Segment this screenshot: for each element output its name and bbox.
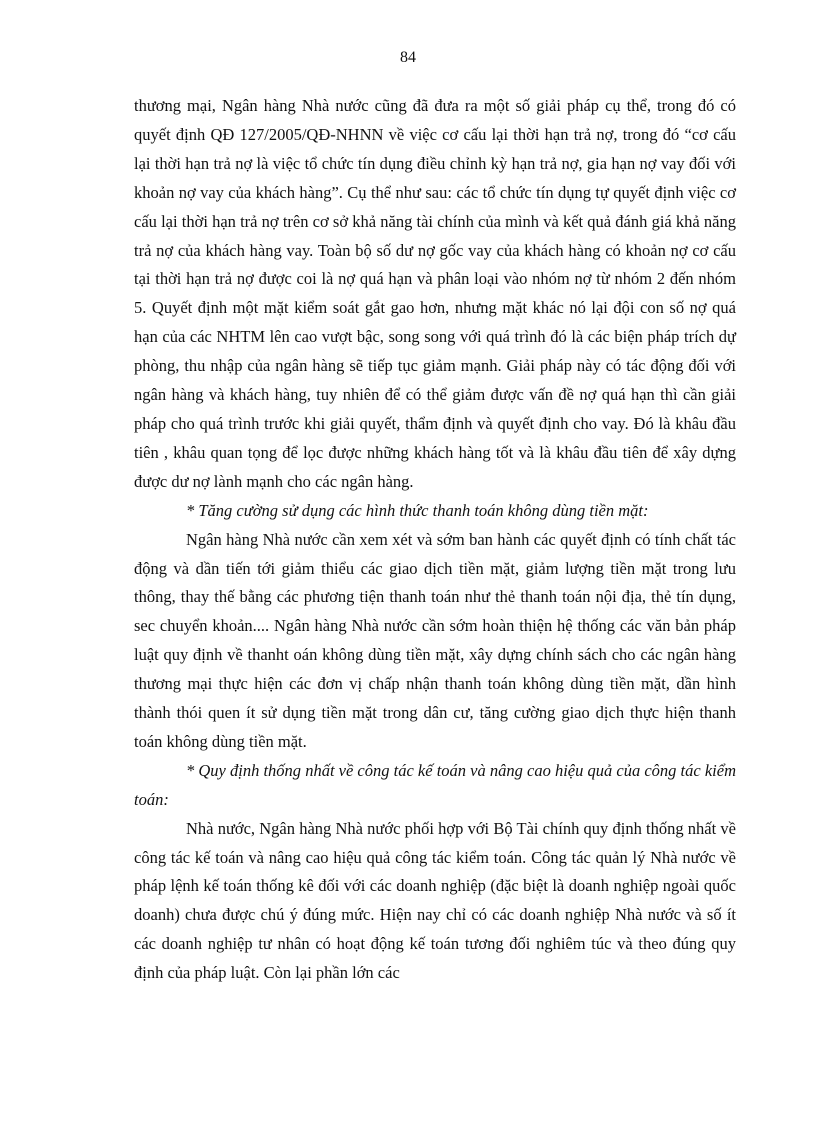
paragraph-continuation: thương mại, Ngân hàng Nhà nước cũng đã đưa ra một số giải pháp cụ thể, trong đó có quyết định QĐ 127/2005/QĐ-NHNN về việc cơ cấu lại thời hạn trả nợ, trong đó “cơ cấu lại thời hạn trả nợ là việc tổ chức tín dụng điều chỉnh kỳ hạn trả nợ, gia hạn nợ vay đối với khoản nợ vay của khách hàng”. Cụ thể như sau: các tổ chức tín dụng tự quyết định việc cơ cấu lại thời hạn trả nợ trên cơ sở khả năng tài chính của mình và kết quả đánh giá khả năng trả nợ của khách hàng vay. Toàn bộ số dư nợ gốc vay của khách hàng có khoản nợ cơ cấu tại thời hạn trả nợ được coi là nợ quá hạn và phân loại vào nhóm nợ từ nhóm 2 đến nhóm 5. Quyết định một mặt kiểm soát gắt gao hơn, nhưng mặt khác nó lại đội con số nợ quá hạn của các NHTM lên cao vượt bậc, song song với quá trình đó là các biện pháp trích dự phòng, thu nhập của ngân hàng sẽ tiếp tục giảm mạnh. Giải pháp này có tác động đối với ngân hàng và khách hàng, tuy nhiên để có thể giảm được vấn đề nợ quá hạn thì cần giải pháp cho quá trình trước khi giải quyết, thẩm định và quyết định cho vay. Đó là khâu đầu tiên , khâu quan tọng để lọc được những khách hàng tốt và là khâu đầu tiên để xây dựng được dư nợ lành mạnh cho các ngân hàng. <box>134 96 736 491</box>
section-heading-cashless-payment: * Tăng cường sử dụng các hình thức thanh toán không dùng tiền mặt: <box>186 500 649 520</box>
paragraph-accounting-audit: Nhà nước, Ngân hàng Nhà nước phối hợp với Bộ Tài chính quy định thống nhất về công tác kế toán và nâng cao hiệu quả công tác kiểm toán. Công tác quản lý Nhà nước về pháp lệnh kế toán thống kê đối với các doanh nghiệp (đặc biệt là doanh nghiệp ngoài quốc doanh) chưa được chú ý đúng mức. Hiện nay chỉ có các doanh nghiệp Nhà nước và số ít các doanh nghiệp tư nhân có hoạt động kế toán tương đối nghiêm túc và theo đúng quy định của pháp luật. Còn lại phần lớn các <box>134 818 736 983</box>
page-number: 84 <box>400 49 416 66</box>
section-heading-accounting-audit: * Quy định thống nhất về công tác kế toán và nâng cao hiệu quả của công tác kiểm toán: <box>134 760 736 809</box>
body-text <box>134 92 736 988</box>
paragraph-cashless-payment: Ngân hàng Nhà nước cần xem xét và sớm ban hành các quyết định có tính chất tác động và dần tiến tới giảm thiểu các giao dịch tiền mặt, giảm lượng tiền mặt trong lưu thông, thay thế bằng các phương tiện thanh toán như thẻ thanh toán nội địa, thẻ tín dụng, sec chuyển khoản.... Ngân hàng Nhà nước cần sớm hoàn thiện hệ thống các văn bản pháp luật quy định về thanht oán không dùng tiền mặt, xây dựng chính sách cho các ngân hàng thương mại thực hiện các đơn vị chấp nhận thanh toán không dùng tiền mặt, dần hình thành thói quen ít sử dụng tiền mặt trong dân cư, tăng cường giao dịch thực hiện thanh toán không dùng tiền mặt. <box>134 529 736 751</box>
